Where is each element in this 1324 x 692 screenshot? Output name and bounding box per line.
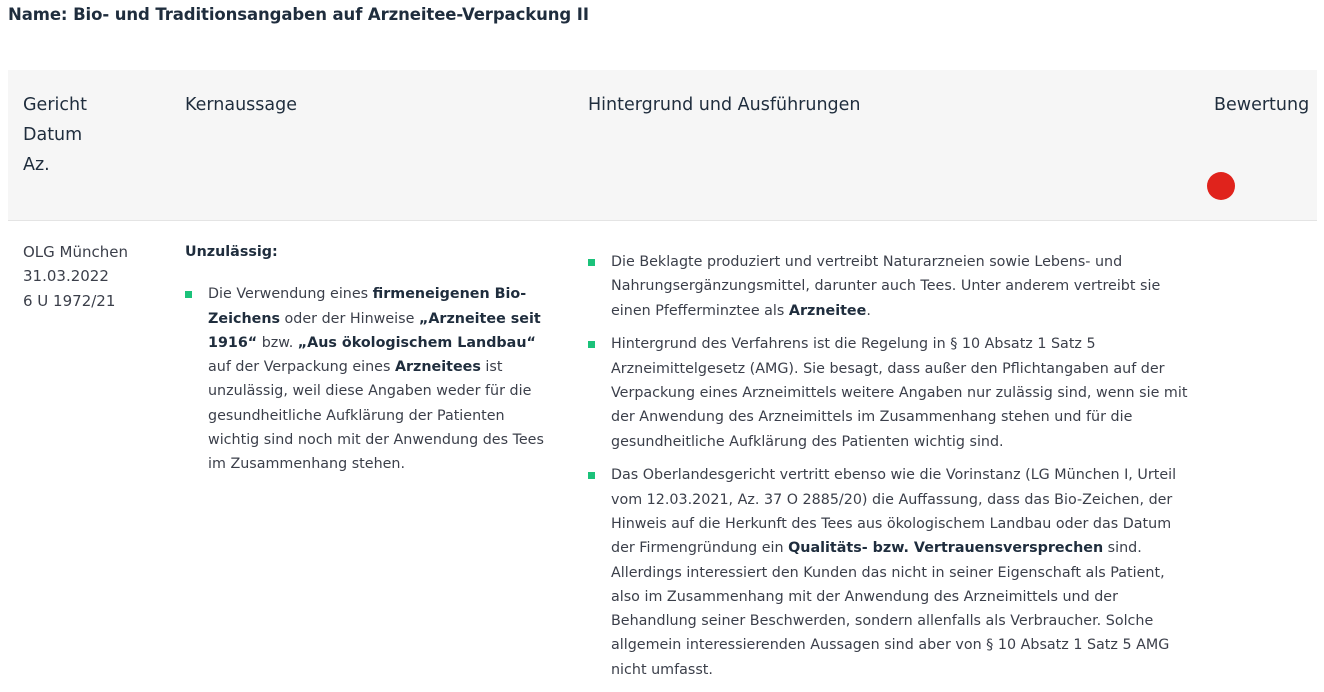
background-bullet-item: Hintergrund des Verfahrens ist die Regelung in § 10 Absatz 1 Satz 5 Arzneimittelgesetz (AMG). Sie besagt, dass außer den Pflichtangaben auf der Verpackung eines Arzneimittels weitere Angaben nur zulässig sind, wenn sie mit der Anwendung des Arzneimittels im Zusammenhang stehen und für die gesundheitliche Aufklärung des Patienten wichtig sind. [588,332,1188,453]
rating-status-dot [1207,172,1235,200]
page-title: Name: Bio- und Traditionsangaben auf Arzneitee-Verpackung II [8,5,589,24]
background-bullet-list [588,250,1188,682]
header-background: Hintergrund und Ausführungen [588,95,861,115]
core-bullet-list [185,282,555,476]
background-bullet-item: Das Oberlandesgericht vertritt ebenso wie die Vorinstanz (LG München I, Urteil vom 12.03.2021, Az. 37 O 2885/20) die Auffassung, dass das Bio-Zeichen, der Hinweis auf die Herkunft des Tees aus ökologischem Landbau oder das Datum der Firmengründung ein Qualitäts- bzw. Vertrauensversprechen sind. Allerdings interessiert den Kunden das nicht in seiner Eigenschaft als Patient, also im Zusammenhang mit der Anwendung des Arzneimittels und der Behandlung seiner Beschwerden, sondern allenfalls als Verbraucher. Solche allgemein interessierenden Aussagen sind aber von § 10 Absatz 1 Satz 5 AMG nicht umfasst. [588,463,1188,682]
bullet-square-icon [588,341,595,348]
cell-core-statement [185,240,555,486]
core-verdict-label: Unzulässig: [185,244,278,260]
background-bullet-item: Die Beklagte produziert und vertreibt Naturarzneien sowie Lebens- und Nahrungsergänzungsmittel, darunter auch Tees. Unter anderem vertreibt sie einen Pfefferminztee als Arzneitee. [588,250,1188,323]
core-bullet-item: Die Verwendung eines firmeneigenen Bio-Zeichens oder der Hinweise „Arzneitee seit 1916“ bzw. „Aus ökologischem Landbau“ auf der Verpackung eines Arzneitees ist unzulässig, weil diese Angaben weder für die gesundheitliche Aufklärung der Patienten wichtig sind noch mit der Anwendung des Tees im Zusammenhang stehen. [185,282,555,476]
verdict-table [8,70,1317,684]
header-court: Gericht [23,95,87,115]
header-rating: Bewertung [1214,95,1310,115]
case-number: 6 U 1972/21 [23,291,116,310]
header-court-date-az [23,90,87,180]
cell-background [588,250,1188,692]
cell-court-info [23,240,173,313]
bullet-square-icon [185,291,192,298]
header-date: Datum [23,125,83,145]
judgment-date: 31.03.2022 [23,267,109,286]
bullet-square-icon [588,259,595,266]
bullet-square-icon [588,472,595,479]
header-core-statement: Kernaussage [185,95,297,115]
table-header [8,70,1317,221]
court-name: OLG München [23,243,128,261]
header-az: Az. [23,155,50,175]
